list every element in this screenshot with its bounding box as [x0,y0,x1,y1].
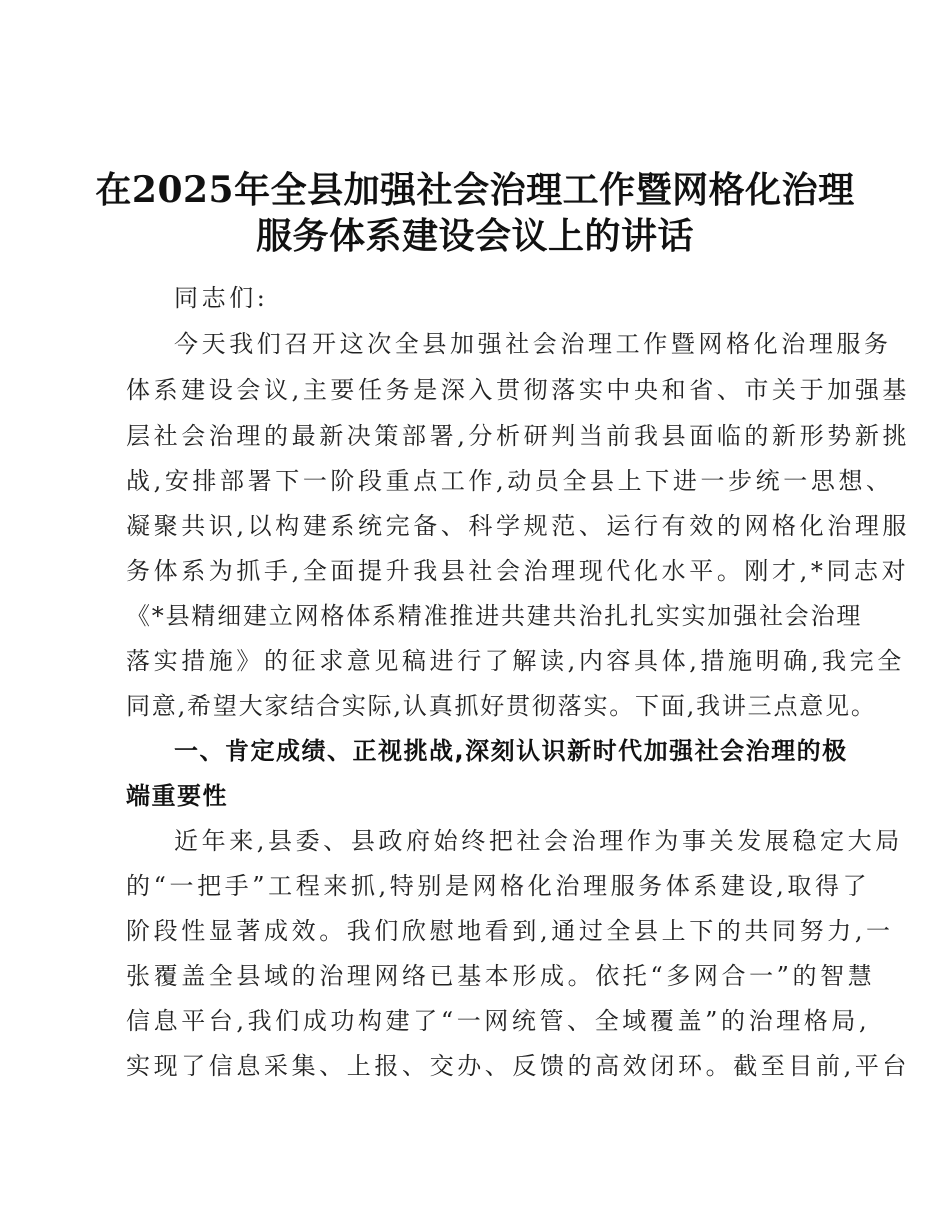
document-title-line-2: 服务体系建设会议上的讲话 [255,215,694,257]
paragraph-2-line: 实现了信息采集、上报、交办、反馈的高效闭环。截至目前,平台 [126,1052,911,1080]
paragraph-1-line: 务体系为抓手,全面提升我县社会治理现代化水平。刚才,*同志对 [126,557,910,585]
salutation: 同志们: [174,284,269,312]
section-heading-1-line: 端重要性 [126,782,228,810]
paragraph-2-line: 阶段性显著成效。我们欣慰地看到,通过全县上下的共同努力,一 [126,917,894,945]
paragraph-2-line: 近年来,县委、县政府始终把社会治理作为事关发展稳定大局 [174,827,903,855]
paragraph-1-line: 战,安排部署下一阶段重点工作,动员全县上下进一步统一思想、 [126,467,894,495]
paragraph-2-line: 张覆盖全县域的治理网络已基本形成。依托“多网合一”的智慧 [126,962,876,990]
document-title-line-1: 在2025年全县加强社会治理工作暨网格化治理 [95,169,855,211]
paragraph-1-line: 《*县精细建立网格体系精准推进共建共治扎扎实实加强社会治理 [126,602,863,630]
paragraph-1-line: 凝聚共识,以构建系统完备、科学规范、运行有效的网格化治理服 [126,512,911,540]
section-heading-1-line: 一、肯定成绩、正视挑战,深刻认识新时代加强社会治理的极 [174,737,848,765]
paragraph-2-line: 信息平台,我们成功构建了“一网统管、全域覆盖”的治理格局, [126,1007,871,1035]
paragraph-1-line: 同意,希望大家结合实际,认真抓好贯彻落实。下面,我讲三点意见。 [126,692,877,720]
paragraph-1-line: 体系建设会议,主要任务是深入贯彻落实中央和省、市关于加强基 [126,376,911,404]
paragraph-1-line: 层社会治理的最新决策部署,分析研判当前我县面临的新形势新挑 [126,422,911,450]
paragraph-1-line: 今天我们召开这次全县加强社会治理工作暨网格化治理服务 [174,330,892,358]
paragraph-2-line: 的“一把手”工程来抓,特别是网格化治理服务体系建设,取得了 [126,872,871,900]
paragraph-1-line: 落实措施》的征求意见稿进行了解读,内容具体,措施明确,我完全 [126,647,905,675]
